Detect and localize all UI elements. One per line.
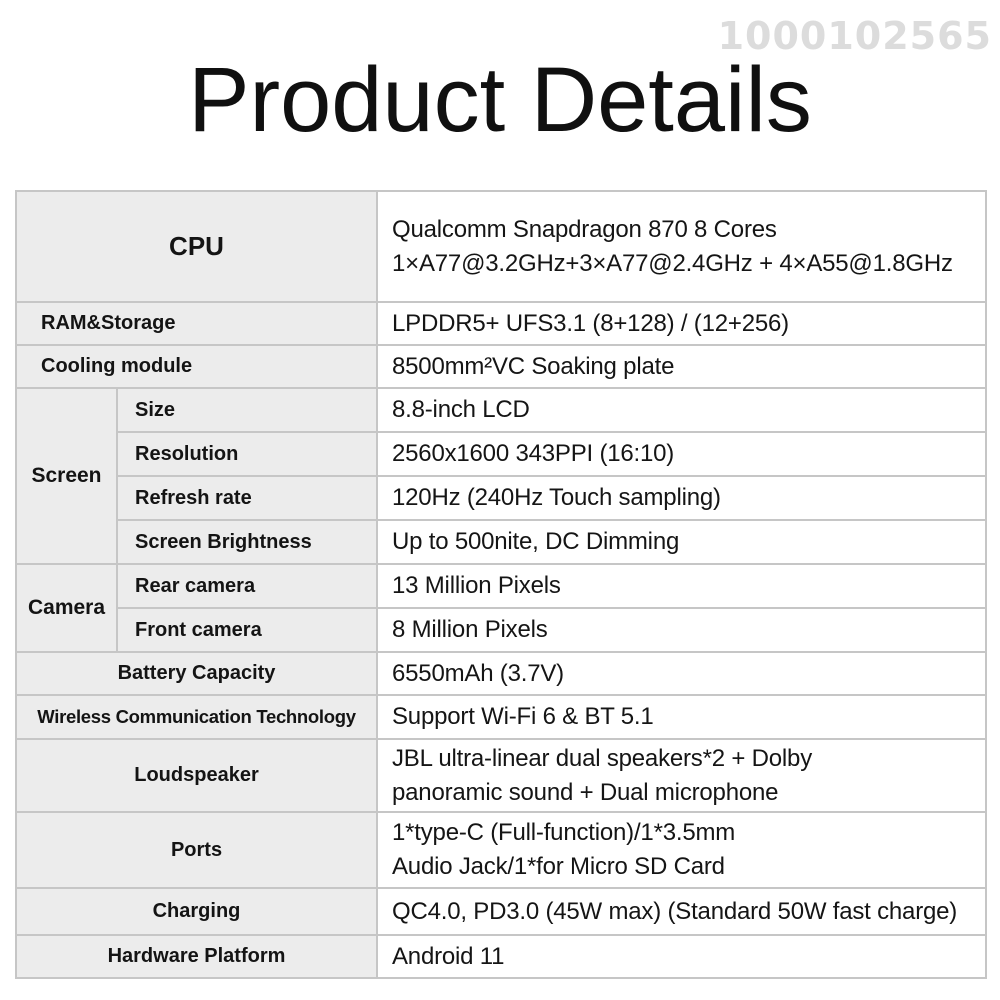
spec-value-screen-brightness: Up to 500nite, DC Dimming bbox=[377, 520, 986, 564]
spec-label-screen-resolution: Resolution bbox=[117, 432, 377, 476]
spec-label-ports: Ports bbox=[16, 812, 377, 888]
loudspeaker-value-line1: JBL ultra-linear dual speakers*2 + Dolby bbox=[392, 744, 813, 772]
spec-row-screen-resolution bbox=[16, 432, 986, 476]
spec-label-cooling: Cooling module bbox=[16, 345, 377, 388]
spec-value-hardware: Android 11 bbox=[377, 935, 986, 978]
spec-label-front-camera: Front camera bbox=[117, 608, 377, 652]
spec-label-loudspeaker: Loudspeaker bbox=[16, 739, 377, 812]
spec-value-wireless: Support Wi-Fi 6 & BT 5.1 bbox=[377, 695, 986, 739]
ports-value-line1: 1*type-C (Full-function)/1*3.5mm bbox=[392, 819, 736, 847]
spec-row-charging bbox=[16, 888, 986, 935]
spec-row-ports bbox=[16, 812, 986, 888]
spec-label-screen-size: Size bbox=[117, 388, 377, 432]
spec-row-wireless bbox=[16, 695, 986, 739]
spec-label-battery: Battery Capacity bbox=[16, 652, 377, 695]
spec-group-camera: Camera bbox=[16, 564, 117, 652]
cpu-value-line1: Qualcomm Snapdragon 870 8 Cores bbox=[392, 215, 777, 243]
spec-value-ports bbox=[377, 812, 986, 888]
product-id-watermark: 1000102565 bbox=[717, 14, 992, 58]
spec-value-cpu bbox=[377, 191, 986, 302]
spec-label-wireless: Wireless Communication Technology bbox=[16, 695, 377, 739]
spec-row-loudspeaker bbox=[16, 739, 986, 812]
spec-label-charging: Charging bbox=[16, 888, 377, 935]
spec-label-ram-storage: RAM&Storage bbox=[16, 302, 377, 345]
spec-value-charging: QC4.0, PD3.0 (45W max) (Standard 50W fast charge) bbox=[377, 888, 986, 935]
spec-row-cooling bbox=[16, 345, 986, 388]
spec-row-cpu bbox=[16, 191, 986, 302]
spec-label-screen-brightness: Screen Brightness bbox=[117, 520, 377, 564]
spec-value-screen-refresh-rate: 120Hz (240Hz Touch sampling) bbox=[377, 476, 986, 520]
spec-value-cooling: 8500mm²VC Soaking plate bbox=[377, 345, 986, 388]
cpu-value-line2: 1×A77@3.2GHz+3×A77@2.4GHz + 4×A55@1.8GHz bbox=[392, 249, 953, 277]
spec-value-screen-size: 8.8-inch LCD bbox=[377, 388, 986, 432]
spec-value-battery: 6550mAh (3.7V) bbox=[377, 652, 986, 695]
spec-label-screen-refresh-rate: Refresh rate bbox=[117, 476, 377, 520]
spec-row-front-camera bbox=[16, 608, 986, 652]
spec-row-rear-camera bbox=[16, 564, 986, 608]
spec-row-screen-brightness bbox=[16, 520, 986, 564]
ports-value-line2: Audio Jack/1*for Micro SD Card bbox=[392, 853, 725, 880]
spec-value-ram-storage: LPDDR5+ UFS3.1 (8+128) / (12+256) bbox=[377, 302, 986, 345]
spec-label-hardware: Hardware Platform bbox=[16, 935, 377, 978]
spec-value-rear-camera: 13 Million Pixels bbox=[377, 564, 986, 608]
spec-value-screen-resolution: 2560x1600 343PPI (16:10) bbox=[377, 432, 986, 476]
spec-value-front-camera: 8 Million Pixels bbox=[377, 608, 986, 652]
spec-group-screen: Screen bbox=[16, 388, 117, 564]
spec-label-cpu: CPU bbox=[16, 191, 377, 302]
loudspeaker-value-line2: panoramic sound + Dual microphone bbox=[392, 778, 779, 806]
spec-row-battery bbox=[16, 652, 986, 695]
spec-row-screen-refresh-rate bbox=[16, 476, 986, 520]
page-title: Product Details bbox=[188, 49, 812, 151]
spec-table bbox=[15, 190, 987, 979]
spec-value-loudspeaker bbox=[377, 739, 986, 812]
spec-row-hardware bbox=[16, 935, 986, 978]
spec-label-rear-camera: Rear camera bbox=[117, 564, 377, 608]
spec-row-ram-storage bbox=[16, 302, 986, 345]
spec-row-screen-size bbox=[16, 388, 986, 432]
